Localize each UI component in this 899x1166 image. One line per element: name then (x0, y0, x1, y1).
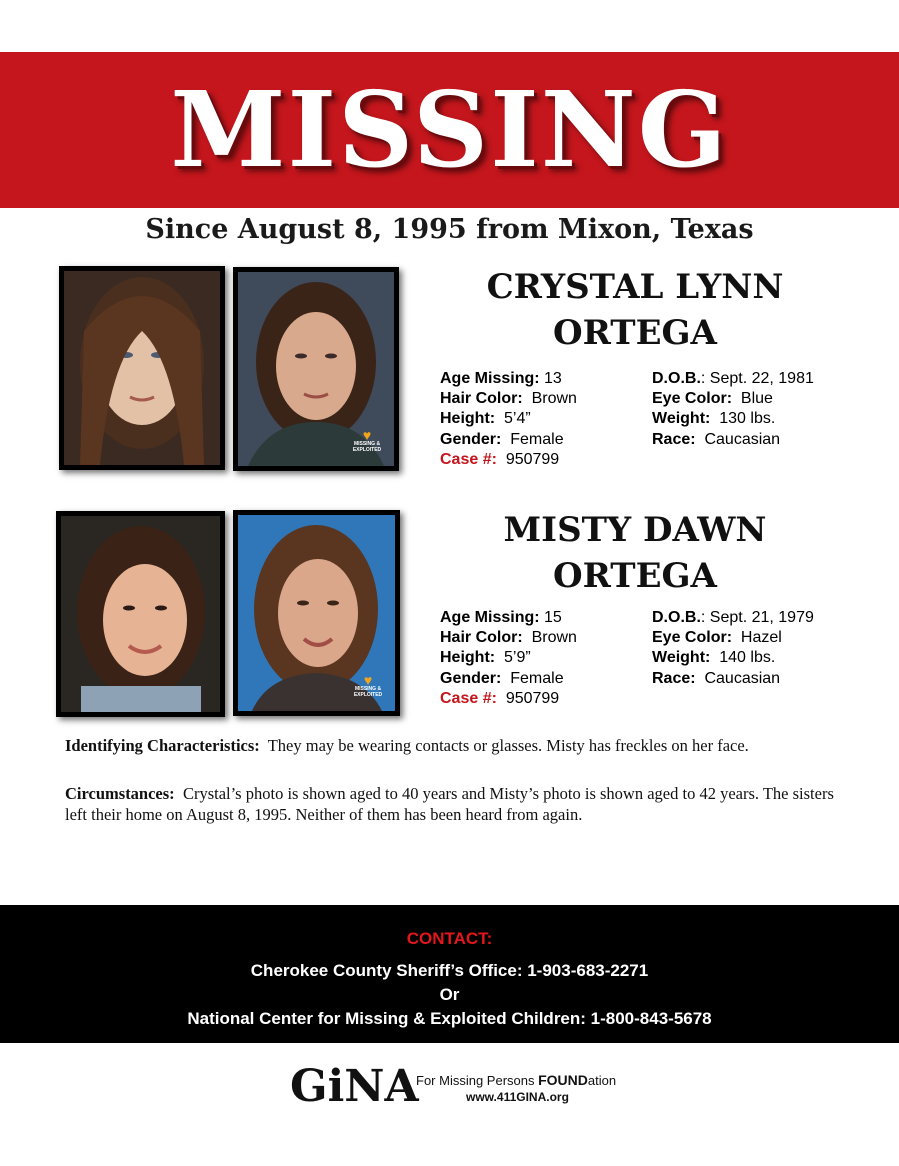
photo-crystal-aged-40 (233, 267, 399, 471)
heart-icon: ♥ (362, 427, 372, 443)
identifying-text: They may be wearing contacts or glasses. Misty has freckles on her face. (267, 736, 749, 755)
name-line1: MISTY DAWN (503, 510, 767, 550)
race-row: Race: Caucasian (652, 430, 781, 448)
person-name-crystal (430, 264, 840, 356)
dob-row: D.O.B.: Sept. 22, 1981 (652, 370, 814, 387)
contact-title: CONTACT: (406, 929, 493, 948)
missing-banner (0, 52, 899, 208)
weight-row: Weight: 130 lbs. (652, 410, 776, 428)
circumstances-text: Crystal’s photo is shown aged to 40 years and Misty’s photo is shown aged to 42 years. The sisters left their home on August 8, 1995. Neither of them has been heard from again. (65, 784, 834, 824)
race-row: Race: Caucasian (652, 669, 781, 687)
hair-color-row: Hair Color: Brown (440, 629, 577, 647)
photo-misty-child (56, 511, 225, 717)
case-number-row: Case #: 950799 (440, 689, 560, 707)
details-crystal (440, 369, 860, 471)
name-line2: ORTEGA (553, 313, 717, 353)
contact-sheriff: Cherokee County Sheriff’s Office: 1-903-683-2271 (250, 961, 649, 980)
heart-icon: ♥ (363, 672, 373, 688)
name-line1: CRYSTAL LYNN (486, 267, 784, 307)
contact-box (0, 905, 899, 1043)
height-row: Height: 5’9” (440, 649, 531, 667)
identifying-label: Identifying Characteristics: (65, 736, 260, 755)
circumstances (65, 784, 835, 825)
identifying-characteristics (65, 736, 835, 757)
photo-misty-aged-42 (233, 510, 400, 716)
portrait-misty-child-image (61, 516, 220, 712)
person-name-misty (430, 507, 840, 599)
age-missing-row: Age Missing: 13 (440, 370, 562, 387)
gender-row: Gender: Female (440, 430, 564, 448)
details-misty (440, 608, 860, 710)
age-missing-row: Age Missing: 15 (440, 609, 562, 626)
case-number-row: Case #: 950799 (440, 450, 560, 468)
ncmec-badge: ♥ MISSING & EXPLOITED (347, 673, 389, 705)
ncmec-badge: ♥ MISSING & EXPLOITED (346, 428, 388, 460)
eye-color-row: Eye Color: Hazel (652, 629, 782, 647)
dob-row: D.O.B.: Sept. 21, 1979 (652, 609, 814, 626)
banner-title: MISSING (170, 68, 729, 191)
circumstances-label: Circumstances: (65, 784, 175, 803)
missing-since-line: Since August 8, 1995 from Mixon, Texas (145, 214, 754, 245)
gender-row: Gender: Female (440, 669, 564, 687)
contact-ncmec: National Center for Missing & Exploited Children: 1-800-843-5678 (187, 1009, 712, 1028)
name-line2: ORTEGA (553, 556, 717, 596)
hair-color-row: Hair Color: Brown (440, 390, 577, 408)
gina-url: www.411GINA.org (466, 1090, 569, 1104)
weight-row: Weight: 140 lbs. (652, 649, 776, 667)
photo-crystal-age-progressed-child (59, 266, 225, 470)
contact-or: Or (439, 985, 460, 1004)
gina-logo: GiNA (290, 1061, 419, 1112)
gina-tagline: For Missing Persons FOUNDation (416, 1072, 617, 1088)
height-row: Height: 5’4” (440, 410, 531, 428)
gina-footer (290, 1061, 650, 1114)
portrait-crystal-child-image (64, 271, 220, 465)
eye-color-row: Eye Color: Blue (652, 390, 773, 408)
